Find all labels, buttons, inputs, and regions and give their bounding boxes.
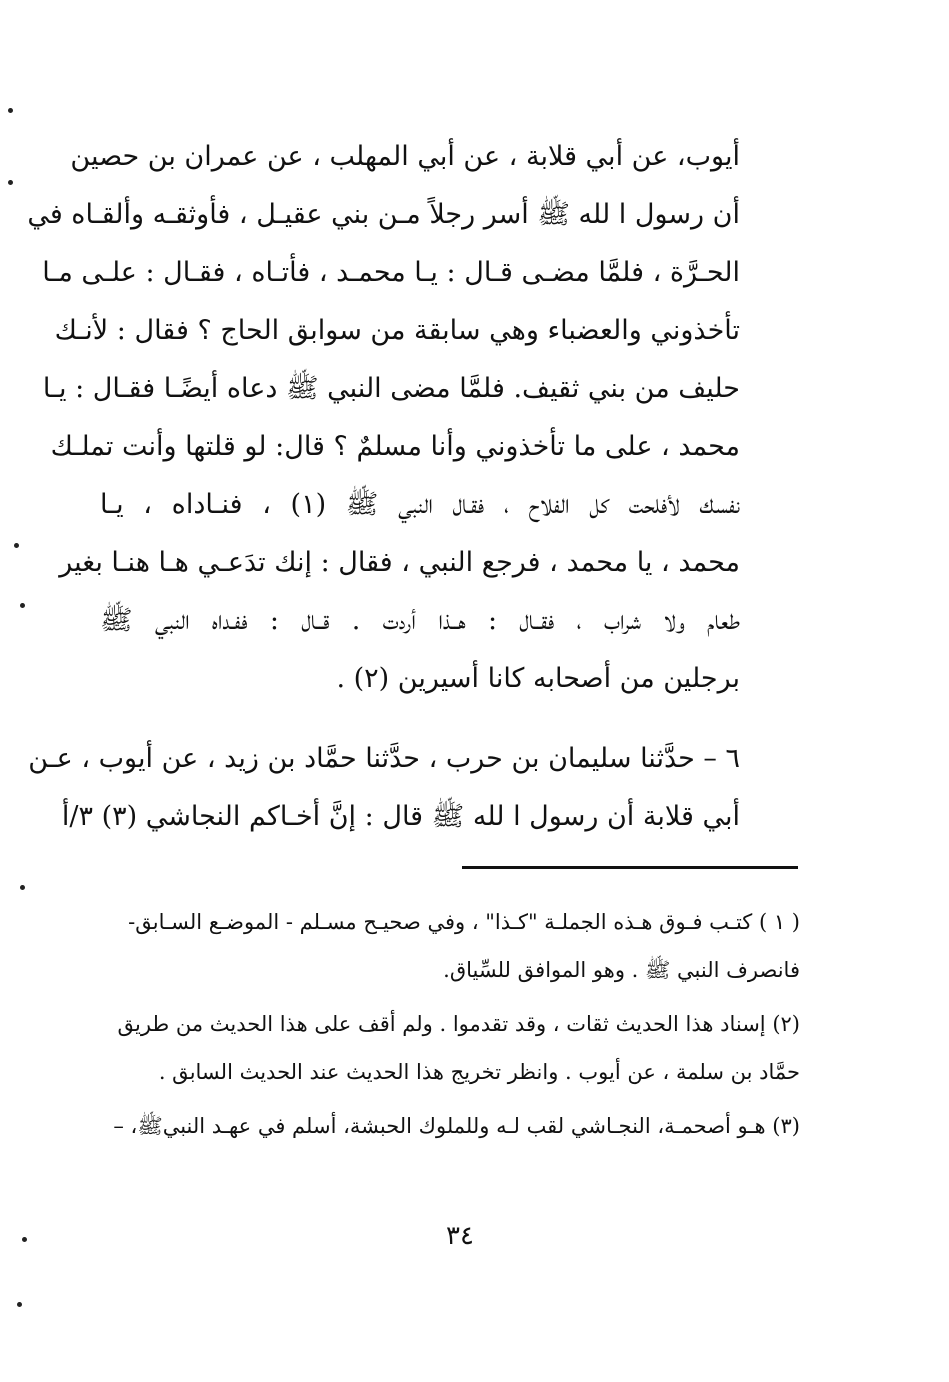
footnote-3-line: (٣) هـو أصحمـة، النجـاشي لقب لـه وللملوك الحبشة، أسلم في عهـد النبيﷺ، – <box>113 1114 800 1138</box>
footnote-separator <box>462 866 798 869</box>
footnote-1-line: فانصرف النبي ﷺ . وهو الموافق للسِّياق. <box>443 958 800 982</box>
text-line: نفسك لأفلحت كل الفلاح ، فقـال النبي ﷺ (١) ، فنـاداه ، يـا <box>100 489 740 520</box>
text-line: محمد ، يا محمد ، فرجع النبي ، فقال : إنك تدَعـي هـا هنـا بغير <box>59 547 740 578</box>
text-line: الحـرَّة ، فلمَّا مضـى قـال : يـا محمـد ، فأتـاه ، فقـال : علـى مـا <box>42 257 740 288</box>
footnotes <box>100 898 800 1150</box>
text-line: تأخذوني والعضباء وهي سابقة من سوابق الحاج ؟ فقال : لأنـك <box>54 315 740 346</box>
footnote-2-line: (٢) إسناد هذا الحديث ثقات ، وقد تقدموا . ولم أقف على هذا الحديث من طريق <box>117 1012 800 1036</box>
footnote-1-line: ( ١ ) كتـب فـوق هـذه الجملـة "كـذا" ، وفي صحيـح مسـلم - الموضـع السـابق- <box>128 910 800 934</box>
footnote-2-line: حمَّاد بن سلمة ، عن أيوب . وانظر تخريج هذا الحديث عند الحديث السابق . <box>158 1060 800 1084</box>
text-line: أيوب، عن أبي قلابة ، عن أبي المهلب ، عن عمران بن حصين <box>70 141 740 172</box>
hadith-line: ٦ – حدَّثنا سليمان بن حرب ، حدَّثنا حمَّاد بن زيد ، عن أيوب ، عـن <box>28 743 740 774</box>
text-line: برجلين من أصحابه كانا أسيرين (٢) . <box>336 663 740 694</box>
text-line: أن رسول ا لله ﷺ أسر رجلاً مـن بني عقيـل ، فأوثقـه وألقـاه في <box>27 199 740 230</box>
margin-dot <box>17 1302 22 1307</box>
text-line: طعام ولا شراب ، فقــال : هــذا أردت . قــال : ففـداه النبي ﷺ <box>100 605 740 636</box>
hadith-six <box>28 730 740 846</box>
text-line: حليف من بني ثقيف. فلمَّا مضى النبي ﷺ دعاه أيضًـا فقـال : يـا <box>42 373 740 404</box>
margin-dot <box>20 603 25 608</box>
hadith-line: أبي قلابة أن رسول ا لله ﷺ قال : إنَّ أخـاكم النجاشي (٣) ٣/أ <box>61 801 740 832</box>
margin-dot <box>8 180 13 185</box>
main-paragraph <box>27 128 740 708</box>
page-number: ٣٤ <box>446 1221 474 1251</box>
margin-dot <box>20 885 25 890</box>
text-line: محمد ، على ما تأخذوني وأنا مسلمٌ ؟ قال: لو قلتها وأنت تملـك <box>50 431 740 462</box>
margin-dot <box>8 108 13 113</box>
margin-dot <box>14 543 19 548</box>
margin-dot <box>22 1237 27 1242</box>
